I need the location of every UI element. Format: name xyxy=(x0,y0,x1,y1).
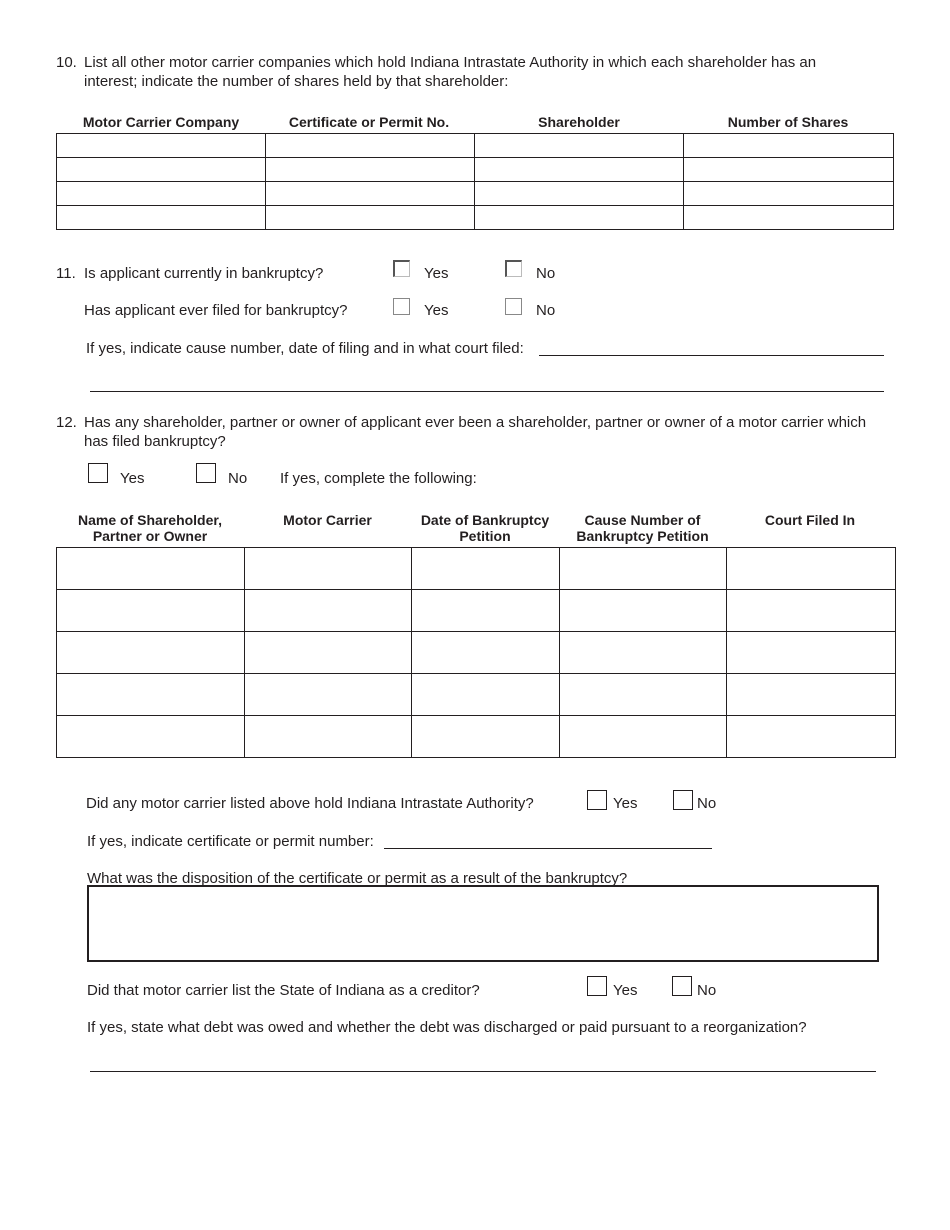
table-row xyxy=(57,134,894,158)
table-row xyxy=(57,206,894,230)
q12-creditor-yes-label: Yes xyxy=(613,982,638,999)
q12-cell[interactable] xyxy=(245,716,412,758)
q12-cell[interactable] xyxy=(412,674,560,716)
q12-col-court xyxy=(726,512,894,528)
table-row xyxy=(57,590,896,632)
q12-cell[interactable] xyxy=(57,632,245,674)
q12-disposition-label: What was the disposition of the certificate or permit as a result of the bankruptcy? xyxy=(87,870,628,887)
q12-cell[interactable] xyxy=(245,674,412,716)
table-row xyxy=(57,158,894,182)
q10-cell[interactable] xyxy=(57,134,266,158)
q10-cell[interactable] xyxy=(266,134,475,158)
q12-col-cause xyxy=(559,512,726,544)
q12-cell[interactable] xyxy=(727,674,896,716)
q12-debt-label: If yes, state what debt was owed and whether the debt was discharged or paid pursuant to a reorganization? xyxy=(87,1019,807,1036)
table-row xyxy=(57,674,896,716)
q12-no-label: No xyxy=(228,470,248,487)
q11-cause-field[interactable] xyxy=(539,355,884,356)
q11-if-yes-label: If yes, indicate cause number, date of filing and in what court filed: xyxy=(86,340,524,357)
q12-col-date-line1: Date of Bankruptcy xyxy=(420,512,550,528)
q12-col-date xyxy=(411,512,559,544)
q10-cell[interactable] xyxy=(475,206,684,230)
q10-cell[interactable] xyxy=(684,206,894,230)
table-row xyxy=(57,182,894,206)
q10-cell[interactable] xyxy=(57,206,266,230)
q12-creditor-yes-checkbox[interactable] xyxy=(587,976,607,996)
q11-ever-no-checkbox[interactable] xyxy=(505,298,522,315)
q11-ever-yes-checkbox[interactable] xyxy=(393,298,410,315)
q10-text-line2: interest; indicate the number of shares held by that shareholder: xyxy=(84,73,509,90)
q12-cell[interactable] xyxy=(412,716,560,758)
q12-cell[interactable] xyxy=(245,590,412,632)
q10-cell[interactable] xyxy=(266,206,475,230)
q12-cell[interactable] xyxy=(57,716,245,758)
q12-col-date-line2: Petition xyxy=(459,528,511,544)
q12-col-carrier-line1: Motor Carrier xyxy=(283,512,372,528)
q12-cert-label: If yes, indicate certificate or permit number: xyxy=(87,833,374,850)
q12-creditor-label: Did that motor carrier list the State of Indiana as a creditor? xyxy=(87,982,480,999)
table-row xyxy=(57,716,896,758)
q12-col-name xyxy=(56,512,244,544)
q12-authority-yes-checkbox[interactable] xyxy=(587,790,607,810)
q12-table xyxy=(56,547,896,758)
q12-no-checkbox[interactable] xyxy=(196,463,216,483)
q12-cell[interactable] xyxy=(727,548,896,590)
q10-cell[interactable] xyxy=(266,158,475,182)
q10-table xyxy=(56,133,894,230)
q12-text-line2: has filed bankruptcy? xyxy=(84,433,226,450)
q10-cell[interactable] xyxy=(57,158,266,182)
q12-cell[interactable] xyxy=(727,632,896,674)
q12-debt-field[interactable] xyxy=(90,1071,876,1072)
q12-cell[interactable] xyxy=(560,716,727,758)
q12-cell[interactable] xyxy=(560,590,727,632)
q12-authority-no-checkbox[interactable] xyxy=(673,790,693,810)
q12-text-line1: Has any shareholder, partner or owner of applicant ever been a shareholder, partner or owner of a motor carrier which xyxy=(84,414,867,431)
q12-cell[interactable] xyxy=(560,548,727,590)
q12-yes-checkbox[interactable] xyxy=(88,463,108,483)
q12-cell[interactable] xyxy=(412,590,560,632)
q10-cell[interactable] xyxy=(475,158,684,182)
q11-ever-no-label: No xyxy=(536,302,556,319)
table-row xyxy=(57,632,896,674)
q10-cell[interactable] xyxy=(684,182,894,206)
q10-number: 10. xyxy=(56,54,77,71)
q12-col-name-line2: Partner or Owner xyxy=(92,528,208,544)
q12-authority-yes-label: Yes xyxy=(613,795,638,812)
q10-cell[interactable] xyxy=(475,182,684,206)
q10-col-shares: Number of Shares xyxy=(727,114,849,130)
q11-current-yes-label: Yes xyxy=(424,265,449,282)
q12-yes-label: Yes xyxy=(120,470,145,487)
q11-current-yes-checkbox[interactable] xyxy=(393,260,410,277)
q10-cell[interactable] xyxy=(266,182,475,206)
q10-cell[interactable] xyxy=(475,134,684,158)
q12-col-name-line1: Name of Shareholder, xyxy=(78,512,222,528)
q12-authority-no-label: No xyxy=(697,795,717,812)
q11-cause-field-continued[interactable] xyxy=(90,391,884,392)
q12-creditor-no-checkbox[interactable] xyxy=(672,976,692,996)
q12-cell[interactable] xyxy=(727,716,896,758)
q10-cell[interactable] xyxy=(57,182,266,206)
q12-disposition-box[interactable] xyxy=(87,885,879,962)
q10-cell[interactable] xyxy=(684,158,894,182)
q12-number: 12. xyxy=(56,414,77,431)
q12-cert-field[interactable] xyxy=(384,848,712,849)
q10-col-company: Motor Carrier Company xyxy=(82,114,240,130)
q12-col-cause-line1: Cause Number of xyxy=(584,512,701,528)
q10-cell[interactable] xyxy=(684,134,894,158)
q10-col-shareholder: Shareholder xyxy=(538,114,620,130)
q11-number: 11. xyxy=(56,265,76,282)
q10-text-line1: List all other motor carrier companies which hold Indiana Intrastate Authority in which each shareholder has an xyxy=(84,54,817,71)
q12-creditor-no-label: No xyxy=(697,982,717,999)
q12-if-yes-label: If yes, complete the following: xyxy=(280,470,477,487)
q12-cell[interactable] xyxy=(412,548,560,590)
table-row xyxy=(57,548,896,590)
q12-col-cause-line2: Bankruptcy Petition xyxy=(576,528,709,544)
q11-current-label: Is applicant currently in bankruptcy? xyxy=(84,265,324,282)
q11-current-no-checkbox[interactable] xyxy=(505,260,522,277)
q12-cell[interactable] xyxy=(245,548,412,590)
q12-cell[interactable] xyxy=(57,590,245,632)
q12-cell[interactable] xyxy=(245,632,412,674)
q12-authority-label: Did any motor carrier listed above hold Indiana Intrastate Authority? xyxy=(86,795,534,812)
q12-cell[interactable] xyxy=(412,632,560,674)
q12-cell[interactable] xyxy=(727,590,896,632)
q12-cell[interactable] xyxy=(57,548,245,590)
q12-cell[interactable] xyxy=(560,674,727,716)
q12-cell[interactable] xyxy=(57,674,245,716)
q12-cell[interactable] xyxy=(560,632,727,674)
q11-current-no-label: No xyxy=(536,265,556,282)
q12-col-carrier xyxy=(244,512,411,528)
q11-ever-label: Has applicant ever filed for bankruptcy? xyxy=(84,302,348,319)
q10-col-certificate: Certificate or Permit No. xyxy=(288,114,450,130)
q12-col-court-line1: Court Filed In xyxy=(764,512,856,528)
q11-ever-yes-label: Yes xyxy=(424,302,449,319)
